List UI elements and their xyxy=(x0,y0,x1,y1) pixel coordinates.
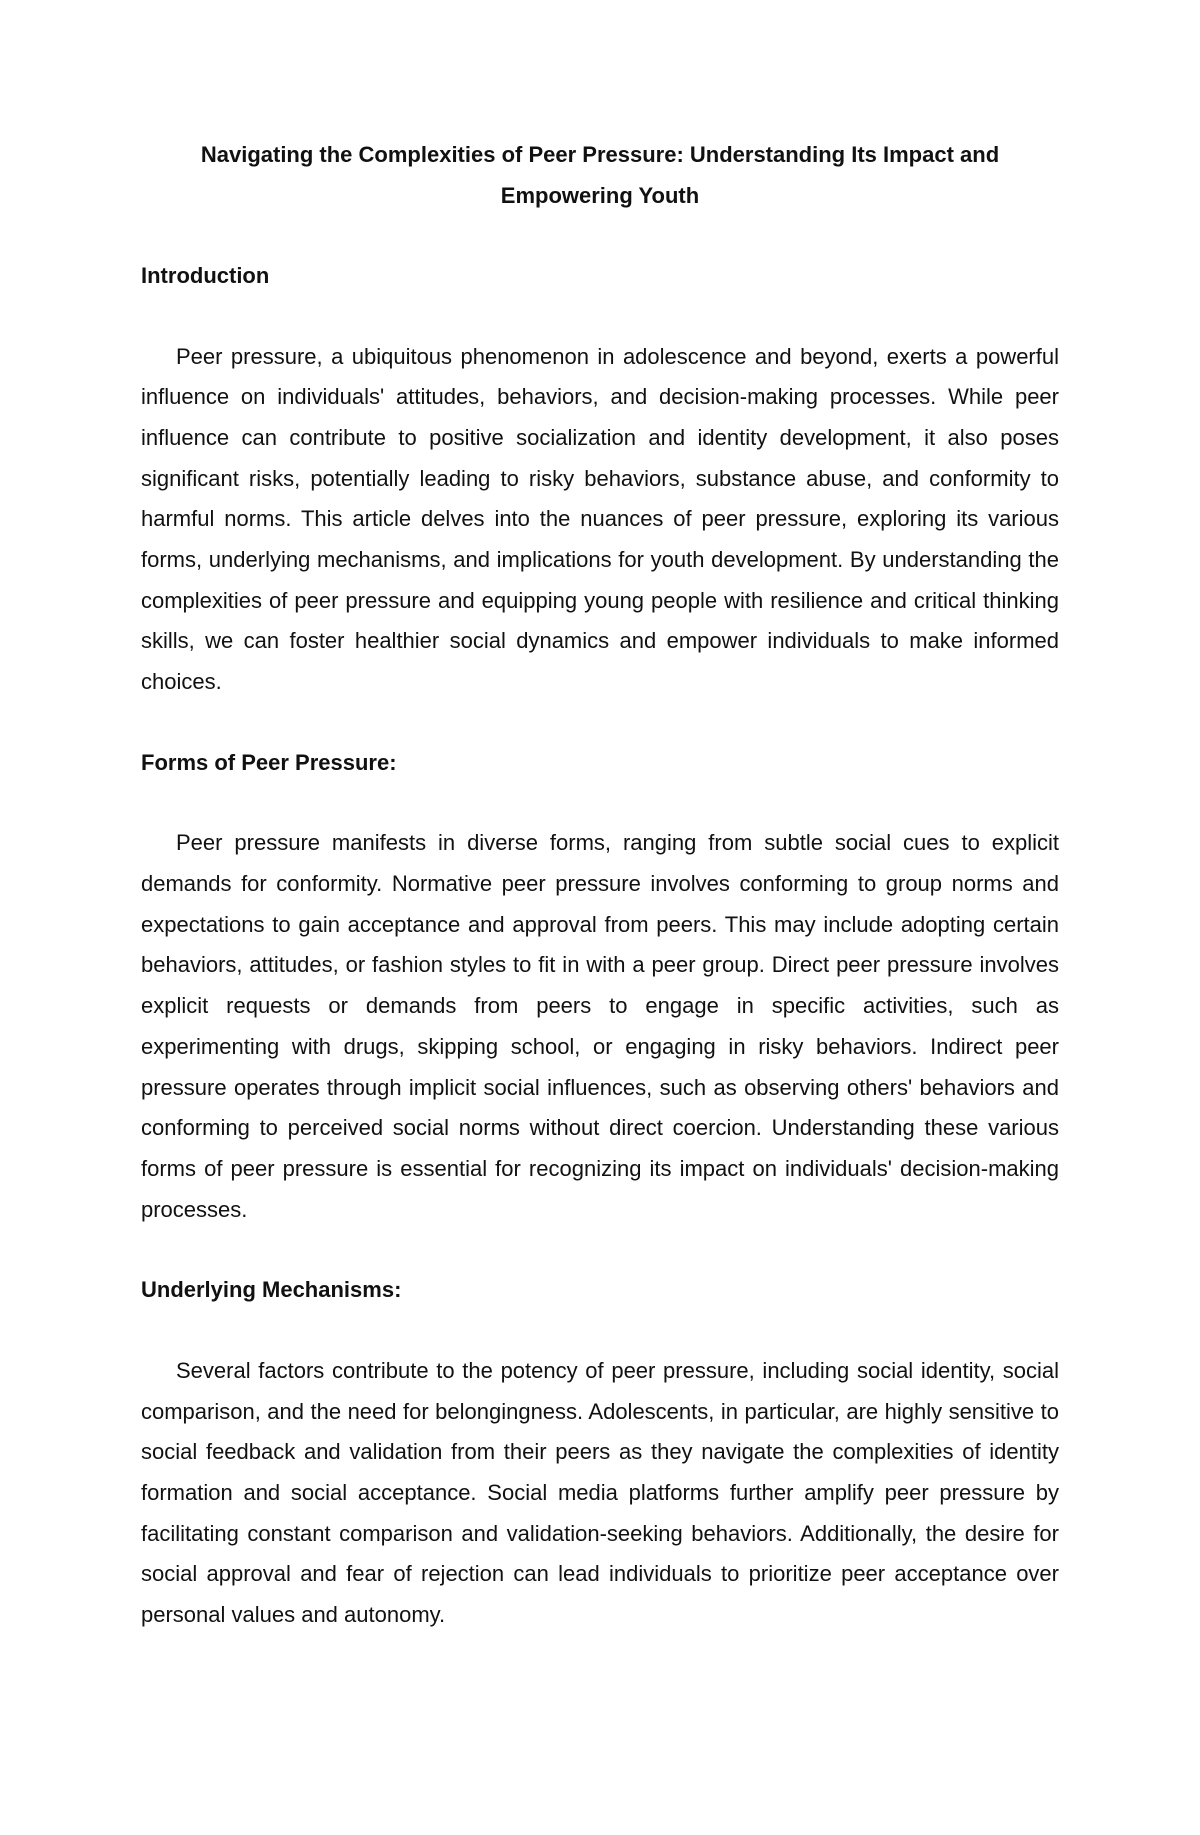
paragraph-forms: Peer pressure manifests in diverse forms, ranging from subtle social cues to explicit demands for conformity. Normative peer pressure involves conforming to group norms and expectations to gain acceptance and approval from peers. This may include adopting certain behaviors, attitudes, or fashion styles to fit in with a peer group. Direct peer pressure involves explicit requests or demands from peers to engage in specific activities, such as experimenting with drugs, skipping school, or engaging in risky behaviors. Indirect peer pressure operates through implicit social influences, such as observing others' behaviors and conforming to perceived social norms without direct coercion. Understanding these various forms of peer pressure is essential for recognizing its impact on individuals' decision-making processes. xyxy=(141,830,1059,1222)
document-title: Navigating the Complexities of Peer Pressure: Understanding Its Impact and Empowering Youth xyxy=(200,142,1000,208)
section-heading-introduction: Introduction xyxy=(141,263,270,288)
paragraph-introduction: Peer pressure, a ubiquitous phenomenon in adolescence and beyond, exerts a powerful influence on individuals' attitudes, behaviors, and decision-making processes. While peer influence can contribute to positive socialization and identity development, it also poses significant risks, potentially leading to risky behaviors, substance abuse, and conformity to harmful norms. This article delves into the nuances of peer pressure, exploring its various forms, underlying mechanisms, and implications for youth development. By understanding the complexities of peer pressure and equipping young people with resilience and critical thinking skills, we can foster healthier social dynamics and empower individuals to make informed choices. xyxy=(141,343,1059,695)
section-heading-forms: Forms of Peer Pressure: xyxy=(141,749,397,775)
document-body xyxy=(141,135,1059,1636)
paragraph-mechanisms: Several factors contribute to the potency of peer pressure, including social identity, social comparison, and the need for belongingness. Adolescents, in particular, are highly sensitive to social feedback and validation from their peers as they navigate the complexities of identity formation and social acceptance. Social media platforms further amplify peer pressure by facilitating constant comparison and validation-seeking behaviors. Additionally, the desire for social approval and fear of rejection can lead individuals to prioritize peer acceptance over personal values and autonomy. xyxy=(141,1357,1059,1628)
section-heading-mechanisms: Underlying Mechanisms: xyxy=(141,1277,402,1303)
